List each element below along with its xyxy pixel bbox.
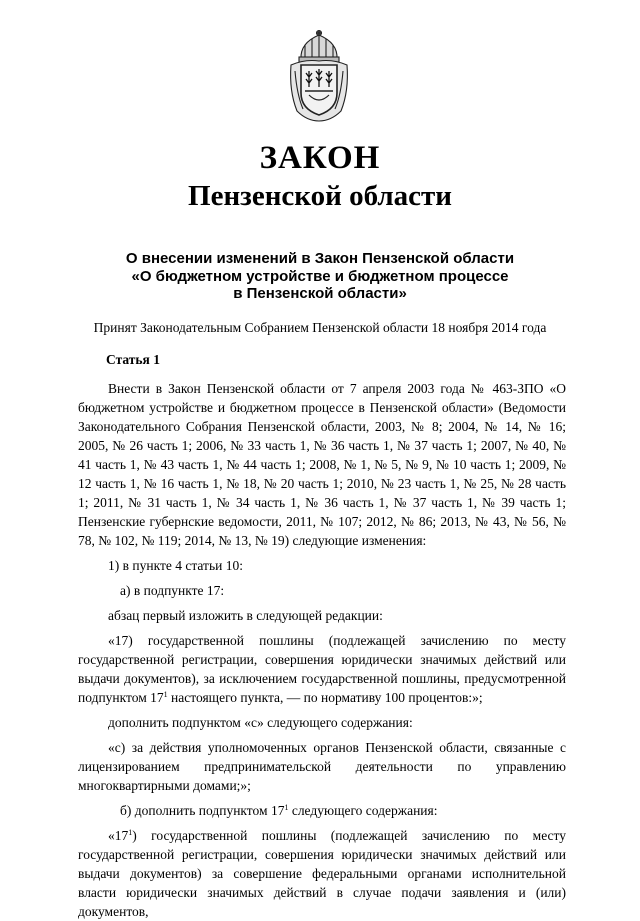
superscript: 1 [128, 828, 133, 837]
law-title: ЗАКОН [259, 140, 381, 176]
subject-line: О внесении изменений в Закон Пензенской области [125, 250, 515, 267]
quote-subitem-17 [78, 631, 566, 707]
item-1b [78, 801, 566, 820]
adoption-note: Принят Законодательным Собранием Пензенской области 18 ноября 2014 года [93, 320, 547, 335]
item-1a: а) в подпункте 17: [120, 583, 225, 598]
paragraph-instruction: дополнить подпунктом «с» следующего содержания: [108, 715, 413, 730]
subject-line: «О бюджетном устройстве и бюджетном процессе [131, 267, 509, 285]
quote-text: ) государственной пошлины (подлежащей зачислению по месту государственной регистрации, совершения юридически значимых действий или выдачи документов) за совершение федеральными органами исполнительной власти юридически значимых действий в случае подачи заявления и (или) документов, [78, 828, 566, 919]
item-1: 1) в пункте 4 статьи 10: [108, 558, 243, 573]
quote-subitem-c: «с) за действия уполномоченных органов Пензенской области, связанные с лицензированием предпринимательской деятельности по управлению многоквартирными домами;»; [78, 740, 566, 793]
quote-text: «17 [108, 828, 129, 843]
law-subject [80, 250, 560, 303]
quote-text: настоящего пункта, — по нормативу 100 процентов:»; [167, 690, 483, 705]
subject-line: в Пензенской области» [233, 285, 407, 302]
region-title: Пензенской области [188, 180, 452, 212]
article-intro: Внести в Закон Пензенской области от 7 апреля 2003 года № 463-ЗПО «О бюджетном устройстве и бюджетном процессе в Пензенской области» (Ведомости Законодательного Собрания Пензенской области, 2003, № 8; 2004, № 14, № 16; 2005, № 26 часть 1; 2006, № 33 часть 1, № 36 часть 1, № 37 часть 1; 2007, № 40, № 41 часть 1, № 43 часть 1, № 44 часть 1; 2008, № 1, № 5, № 9, № 10 часть 1; 2009, № 12 часть 1, № 16 часть 1, № 18, № 20 часть 1; 2010, № 23 часть 1, № 25, № 28 часть 1; 2011, № 31 часть 1, № 34 часть 1, № 36 часть 1, № 37 часть 1, № 39 часть 1; Пензенские губернские ведомости, 2011, № 107; 2012, № 86; 2013, № 43, № 56, № 78, № 102, № 119; 2014, № 13, № 19) следующие изменения: [78, 381, 566, 548]
item-text: следующего содержания: [288, 803, 438, 818]
quote-subitem-17-1 [78, 826, 566, 921]
item-text: б) дополнить подпунктом 17 [120, 803, 285, 818]
quote-text: «17) государственной пошлины (подлежащей зачислению по месту государственной регистрации, совершения юридически значимых действий или выдачи документов), за исключением государственной пошлины, предусмотренной подпунктом 17 [78, 633, 566, 705]
superscript: 1 [163, 690, 168, 699]
paragraph-instruction: абзац первый изложить в следующей редакции: [108, 608, 383, 623]
article-heading: Статья 1 [106, 352, 160, 367]
article-body [78, 350, 566, 921]
coat-of-arms-icon [287, 29, 351, 123]
superscript: 1 [284, 803, 289, 812]
